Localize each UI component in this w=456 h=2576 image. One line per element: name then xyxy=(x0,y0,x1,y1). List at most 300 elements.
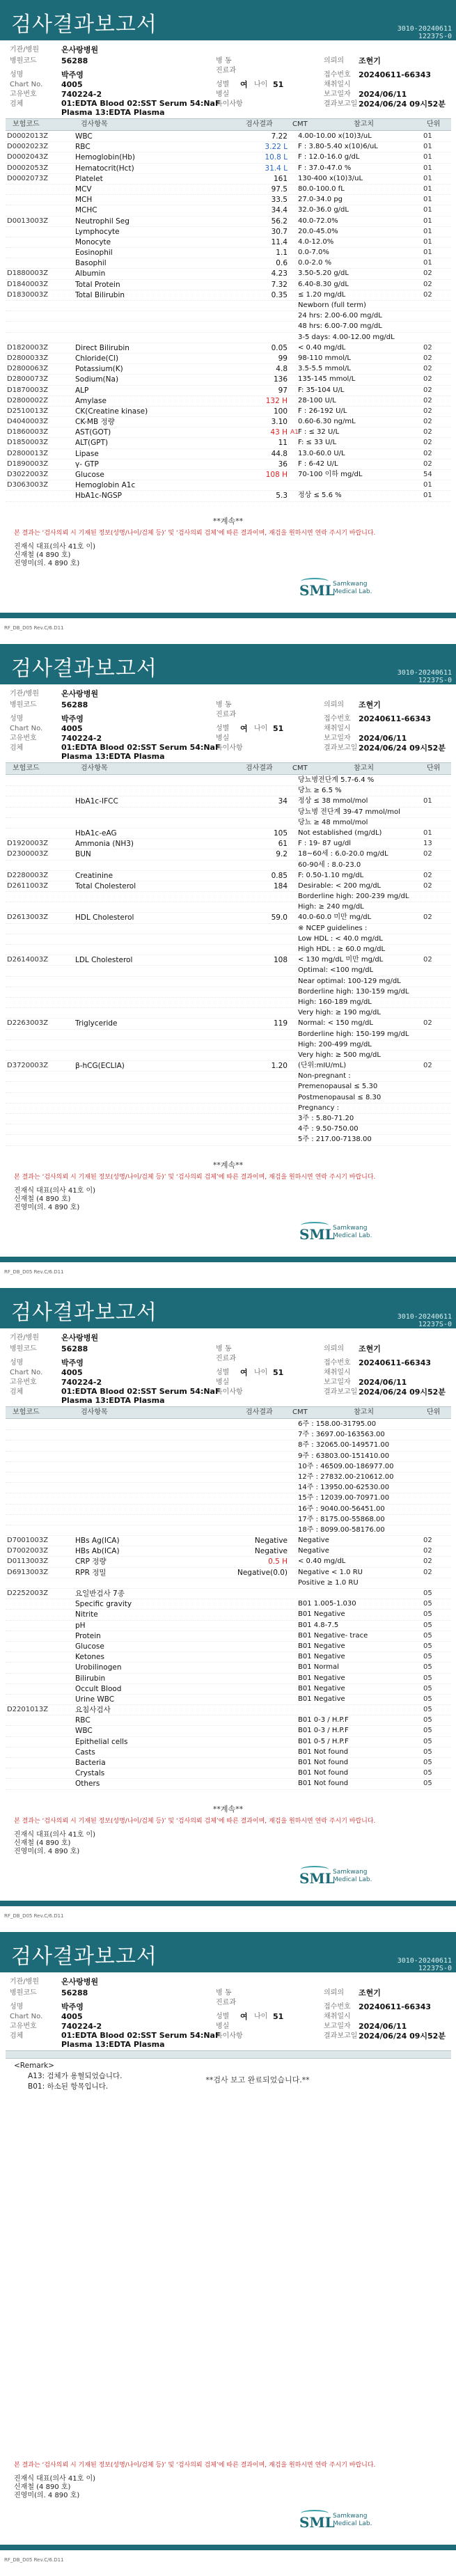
row-result: 161 xyxy=(273,174,288,183)
col-code: 보험코드 xyxy=(13,1408,40,1416)
dept-label: 진료과 xyxy=(216,1355,236,1362)
row-unit: 01 xyxy=(423,249,432,257)
row-reference: 당뇨병전단계 5.7-6.4 % xyxy=(298,776,375,784)
col-unit: 단위 xyxy=(427,1408,441,1416)
row-code: D0002073Z xyxy=(7,174,49,182)
row-reference: 48 hrs: 6.00-7.00 mg/dL xyxy=(298,322,382,331)
ward-label: 병 동 xyxy=(216,701,232,709)
room-label: 병실 xyxy=(216,735,230,742)
table-row xyxy=(6,164,451,174)
row-test-name: HBs Ag(ICA) xyxy=(75,1537,120,1546)
row-code: D2300003Z xyxy=(7,850,49,858)
report-page-3 xyxy=(0,1288,456,1932)
row-reference: B01 4.8-7.5 xyxy=(298,1621,339,1629)
hospital-code-label: 병원코드 xyxy=(10,1345,37,1353)
row-reference: B01 1.005-1.030 xyxy=(298,1600,356,1608)
row-unit: 02 xyxy=(423,1062,432,1070)
row-code: D1850003Z xyxy=(7,439,49,447)
row-reference: F: 0.50-1.10 mg/dL xyxy=(298,871,364,879)
row-code: D2613003Z xyxy=(7,913,49,922)
row-reference: 10주 : 46509.00-186977.00 xyxy=(298,1462,394,1470)
footer-note: 본 결과는 ‘검사의뢰 시 기재된 정보(성명/나이/검체 등)’ 및 ‘검사의뢰 검체’에 따른 결과이며, 재검을 원하시면 연락 주시기 바랍니다. xyxy=(14,530,376,537)
row-reference: 0.0-7.0% xyxy=(298,249,329,257)
table-row xyxy=(6,470,451,480)
row-test-name: 요일반검사 7종 xyxy=(75,1589,125,1598)
row-test-name: HbA1c-NGSP xyxy=(75,492,122,501)
col-flag: CMT xyxy=(292,764,308,772)
row-reference: F : 37.0-47.0 % xyxy=(298,164,352,172)
table-row xyxy=(6,1748,451,1758)
report-title: 검사결과보고서 xyxy=(11,1301,157,1325)
table-row xyxy=(6,1440,451,1451)
specimen-label: 검체 xyxy=(10,2032,24,2040)
row-unit: 02 xyxy=(423,449,432,457)
table-row xyxy=(6,1621,451,1631)
table-row xyxy=(6,227,451,237)
table-row xyxy=(6,1726,451,1736)
row-reference: B01 0-3 / H.P.F xyxy=(298,1716,349,1725)
table-row xyxy=(6,269,451,279)
row-reference: 18주 : 8099.00-58176.00 xyxy=(298,1525,385,1534)
row-reference: 6주 : 158.00-31795.00 xyxy=(298,1420,377,1428)
row-reference: Borderline high: 200-239 mg/dL xyxy=(298,893,409,901)
reported-date: 2024/06/24 09시52분 xyxy=(359,1388,446,1397)
row-unit: 02 xyxy=(423,375,432,384)
report-page-4 xyxy=(0,1932,456,2576)
page-bottom-bar xyxy=(0,1901,456,1906)
results-table xyxy=(6,1420,451,1790)
row-test-name: Sodium(Na) xyxy=(75,375,119,384)
row-reference: Newborn (full term) xyxy=(298,301,366,309)
row-unit: 01 xyxy=(423,206,432,214)
row-reference: F : 3.80-5.40 x(10)6/uL xyxy=(298,143,378,151)
row-unit: 02 xyxy=(423,365,432,373)
table-row xyxy=(6,808,451,818)
signer-1: 진재식 대표(의사 41호 이) xyxy=(14,1187,96,1195)
row-unit: 01 xyxy=(423,132,432,140)
table-row xyxy=(6,1008,451,1019)
row-unit: 02 xyxy=(423,1537,432,1545)
row-test-name: Albumin xyxy=(75,269,106,278)
row-reference: Negative xyxy=(298,1547,329,1555)
accession-no: 20240611-66343 xyxy=(359,2002,432,2011)
row-reference: High HDL : ≥ 60.0 mg/dL xyxy=(298,945,386,953)
row-reference: 12주 : 27832.00-210612.00 xyxy=(298,1472,394,1481)
col-reference: 참고치 xyxy=(354,1408,374,1416)
result-date-label: 결과보고일 xyxy=(324,744,358,752)
report-date-label: 보고일자 xyxy=(324,1379,351,1386)
age-label: 나이 xyxy=(254,725,268,732)
table-row xyxy=(6,1568,451,1578)
row-result: 100 xyxy=(273,407,288,416)
col-code: 보험코드 xyxy=(13,764,40,772)
row-unit: 02 xyxy=(423,354,432,362)
collected-date: 2024/06/11 xyxy=(359,2022,407,2031)
row-test-name: Triglyceride xyxy=(75,1019,118,1028)
row-code: D2252003Z xyxy=(7,1589,49,1597)
row-reference: 6.40-8.30 g/dL xyxy=(298,280,349,288)
row-code: D1880003Z xyxy=(7,269,49,278)
form-id: RF_DB_D05 Rev.C/6.D11 xyxy=(4,2557,64,2563)
row-code: D2611003Z xyxy=(7,881,49,890)
row-result: 11.4 xyxy=(271,237,288,246)
specimen: 01:EDTA Blood 02:SST Serum 54:NaF Plasma 13:EDTA Plasma xyxy=(61,743,221,761)
table-row xyxy=(6,1051,451,1061)
row-reference: Pregnancy : xyxy=(298,1104,340,1112)
table-row xyxy=(6,1599,451,1610)
table-row xyxy=(6,1663,451,1673)
row-unit: 01 xyxy=(423,174,432,182)
row-test-name: Crystals xyxy=(75,1769,105,1778)
document-id: 3010-20240611 12237S-0 xyxy=(397,1957,452,1972)
row-result: 56.2 xyxy=(271,217,288,226)
table-row xyxy=(6,861,451,871)
page-bottom-bar xyxy=(0,2545,456,2550)
sex-label: 성별 xyxy=(216,81,230,88)
row-reference: 15주 : 12039.00-70971.00 xyxy=(298,1494,390,1502)
hospital-label: 기관/병원 xyxy=(10,46,40,54)
table-row xyxy=(6,828,451,839)
table-row xyxy=(6,1483,451,1493)
row-test-name: Total Cholesterol xyxy=(75,881,136,890)
results-table xyxy=(6,776,451,1146)
table-row xyxy=(6,998,451,1008)
row-reference: 17주 : 8175.00-55868.00 xyxy=(298,1515,385,1523)
row-reference: B01 Negative xyxy=(298,1695,345,1703)
lab-logo xyxy=(299,2510,376,2538)
table-row xyxy=(6,1610,451,1620)
row-unit: 02 xyxy=(423,460,432,468)
row-reference: < 0.40 mg/dL xyxy=(298,343,346,352)
row-code: D0002053Z xyxy=(7,164,49,172)
signer-3: 진영미(의. 4 890 호) xyxy=(14,560,80,567)
row-unit: 02 xyxy=(423,428,432,437)
table-row xyxy=(6,1674,451,1684)
table-row xyxy=(6,1030,451,1040)
row-test-name: HDL Cholesterol xyxy=(75,913,134,922)
accession-no: 20240611-66343 xyxy=(359,70,432,79)
row-result: 3.22 L xyxy=(265,143,288,152)
row-reference: High: ≥ 240 mg/dL xyxy=(298,903,364,911)
row-test-name: Bilirubin xyxy=(75,1674,106,1683)
footer-note: 본 결과는 ‘검사의뢰 시 기재된 정보(성명/나이/검체 등)’ 및 ‘검사의뢰 검체’에 따른 결과이며, 재검을 원하시면 연락 주시기 바랍니다. xyxy=(14,1818,376,1825)
row-reference: 9주 : 63803.00-151410.00 xyxy=(298,1452,390,1460)
col-code: 보험코드 xyxy=(13,120,40,128)
col-name: 검사항목 xyxy=(81,1408,108,1416)
row-reference: F : 12.0-16.0 g/dL xyxy=(298,153,360,162)
row-test-name: RBC xyxy=(75,143,91,152)
report-title: 검사결과보고서 xyxy=(11,1945,157,1969)
row-result: 5.3 xyxy=(276,492,288,501)
chart-no-label: Chart No. xyxy=(10,81,43,88)
signer-2: 신재철 (4 890 호) xyxy=(14,1839,71,1847)
row-code: D0113003Z xyxy=(7,1557,49,1566)
report-header-bar xyxy=(0,644,456,684)
document-id: 3010-20240611 12237S-0 xyxy=(397,669,452,684)
row-reference: 27.0-34.0 pg xyxy=(298,196,343,204)
row-test-name: Potassium(K) xyxy=(75,365,123,374)
row-test-name: Amylase xyxy=(75,396,107,405)
row-test-name: Ketones xyxy=(75,1653,104,1662)
row-unit: 05 xyxy=(423,1780,432,1788)
row-reference: 정상 ≤ 38 mmol/mol xyxy=(298,797,368,806)
table-row xyxy=(6,1505,451,1515)
row-unit: 01 xyxy=(423,153,432,162)
report-header-bar xyxy=(0,1288,456,1328)
row-test-name: ALP xyxy=(75,386,89,395)
table-row xyxy=(6,1715,451,1726)
row-result: 33.5 xyxy=(271,196,288,205)
row-reference: 3.5-5.5 mmol/L xyxy=(298,365,351,373)
table-row xyxy=(6,174,451,184)
row-unit: 05 xyxy=(423,1631,432,1640)
row-reference: Borderline high: 130-159 mg/dL xyxy=(298,987,409,996)
row-reference: Normal: < 150 mg/dL xyxy=(298,1019,373,1028)
row-unit: 01 xyxy=(423,828,432,837)
row-test-name: Monocyte xyxy=(75,237,111,246)
row-reference: 7주 : 3697.00-163563.00 xyxy=(298,1431,385,1439)
receipt-no: 740224-2 xyxy=(61,1378,102,1387)
table-row xyxy=(6,1768,451,1779)
row-test-name: Hemoglobin(Hb) xyxy=(75,153,136,162)
table-row xyxy=(6,1557,451,1567)
row-reference: 60-90세 : 8.0-23.0 xyxy=(298,861,361,869)
row-reference: B01 Not found xyxy=(298,1780,349,1788)
report-header-bar xyxy=(0,0,456,40)
report-date-label: 보고일자 xyxy=(324,91,351,98)
table-row xyxy=(6,301,451,311)
row-test-name: γ- GTP xyxy=(75,460,99,469)
table-row xyxy=(6,354,451,364)
col-reference: 참고치 xyxy=(354,764,374,772)
results-table-header xyxy=(6,1406,451,1419)
row-unit: 02 xyxy=(423,1568,432,1576)
signer-1: 진재식 대표(의사 41호 이) xyxy=(14,2475,96,2483)
row-reference: Very high: ≥ 190 mg/dL xyxy=(298,1009,381,1017)
row-test-name: HbA1c-eAG xyxy=(75,828,117,838)
comment-label: 특이사항 xyxy=(216,100,243,108)
row-result: 108 xyxy=(273,956,288,965)
doctor-label: 의뢰의 xyxy=(324,1345,344,1353)
row-reference: 32.0-36.0 g/dL xyxy=(298,206,349,214)
row-result: 132 H xyxy=(265,396,288,405)
chart-no: 4005 xyxy=(61,724,83,733)
row-result: 7.22 xyxy=(271,132,288,141)
table-row xyxy=(6,386,451,396)
row-result: 4.8 xyxy=(276,365,288,374)
row-reference: 18~60세 : 6.0-20.0 mg/dL xyxy=(298,850,388,858)
collected-date: 2024/06/11 xyxy=(359,90,407,99)
row-reference: 24 hrs: 2.00-6.00 mg/dL xyxy=(298,312,382,320)
table-row xyxy=(6,977,451,987)
row-unit: 05 xyxy=(423,1716,432,1725)
row-unit: 05 xyxy=(423,1589,432,1597)
hospital-code: 56288 xyxy=(61,1344,88,1353)
row-code: D7002003Z xyxy=(7,1547,49,1555)
table-row xyxy=(6,839,451,849)
hospital-code: 56288 xyxy=(61,700,88,709)
table-row xyxy=(6,343,451,354)
results-table xyxy=(6,132,451,502)
row-test-name: ALT(GPT) xyxy=(75,439,109,448)
row-test-name: RBC xyxy=(75,1716,91,1725)
remark-divider xyxy=(6,2050,451,2059)
report-page-2 xyxy=(0,644,456,1288)
row-code: D3022003Z xyxy=(7,471,49,478)
table-row xyxy=(6,1515,451,1525)
table-row xyxy=(6,796,451,807)
table-row xyxy=(6,407,451,417)
table-row xyxy=(6,1071,451,1082)
row-unit: 02 xyxy=(423,1547,432,1555)
row-result: 97 xyxy=(278,386,288,395)
row-reference: ≤ 1.20 mg/dL xyxy=(298,290,346,299)
patient-name: 박주영 xyxy=(61,70,84,79)
row-reference: < 130 mg/dL 미만 mg/dL xyxy=(298,956,384,964)
row-test-name: CK-MB 정량 xyxy=(75,418,115,427)
footer-note: 본 결과는 ‘검사의뢰 시 기재된 정보(성명/나이/검체 등)’ 및 ‘검사의뢰 검체’에 따른 결과이며, 재검을 원하시면 연락 주시기 바랍니다. xyxy=(14,2462,376,2469)
row-reference: F: ≤ 33 U/L xyxy=(298,439,337,447)
table-row xyxy=(6,1536,451,1546)
col-result: 검사결과 xyxy=(246,764,273,772)
table-row xyxy=(6,248,451,258)
row-unit: 02 xyxy=(423,1019,432,1028)
col-flag: CMT xyxy=(292,1408,308,1416)
row-reference: 0.0-2.0 % xyxy=(298,259,332,267)
row-test-name: Platelet xyxy=(75,174,103,183)
receipt-no-label: 고유번호 xyxy=(10,91,37,98)
row-code: D0002013Z xyxy=(7,132,49,140)
row-unit: 02 xyxy=(423,881,432,890)
table-row xyxy=(6,934,451,945)
row-test-name: Nitrite xyxy=(75,1610,98,1619)
row-reference: < 0.40 mg/dL xyxy=(298,1557,346,1566)
row-reference: 20.0-45.0% xyxy=(298,227,338,235)
row-code: D2800063Z xyxy=(7,365,49,373)
row-result: 9.2 xyxy=(276,850,288,859)
page-bottom-bar xyxy=(0,1257,456,1262)
table-row xyxy=(6,205,451,216)
row-unit: 05 xyxy=(423,1706,432,1714)
remark-line-2: B01: 하소된 항목입니다. xyxy=(28,2082,109,2091)
row-result: 11 xyxy=(278,439,288,448)
hospital-code: 56288 xyxy=(61,1988,88,1997)
row-test-name: pH xyxy=(75,1621,86,1630)
row-result: 0.6 xyxy=(276,259,288,268)
table-row xyxy=(6,849,451,860)
row-test-name: Occult Blood xyxy=(75,1684,122,1693)
row-reference: 80.0-100.0 fL xyxy=(298,184,345,193)
table-row xyxy=(6,902,451,913)
result-date-label: 결과보고일 xyxy=(324,100,358,108)
row-code: D2800073Z xyxy=(7,375,49,384)
logo-main: SML xyxy=(299,1226,335,1243)
continue-mark: **계속** xyxy=(212,1161,244,1170)
hospital-label: 기관/병원 xyxy=(10,1978,40,1986)
table-row xyxy=(6,871,451,881)
row-result: 0.5 H xyxy=(268,1557,288,1566)
table-row xyxy=(6,818,451,828)
patient-name: 박주영 xyxy=(61,1358,84,1367)
row-code: D3063003Z xyxy=(7,481,49,489)
table-row xyxy=(6,1631,451,1642)
row-result: 0.35 xyxy=(271,290,288,299)
receipt-no: 740224-2 xyxy=(61,2022,102,2031)
row-test-name: CK(Creatine kinase) xyxy=(75,407,148,416)
doctor-name: 조현기 xyxy=(359,1988,381,1997)
row-unit: 01 xyxy=(423,217,432,225)
row-test-name: Neutrophil Seg xyxy=(75,217,129,226)
hospital-label: 기관/병원 xyxy=(10,1334,40,1342)
row-reference: Very high: ≥ 500 mg/dL xyxy=(298,1051,381,1059)
row-test-name: WBC xyxy=(75,132,93,141)
row-reference: Premenopausal ≤ 5.30 xyxy=(298,1083,378,1091)
room-label: 병실 xyxy=(216,2023,230,2030)
row-result: 4.23 xyxy=(271,269,288,278)
doctor-label: 의뢰의 xyxy=(324,701,344,709)
table-row xyxy=(6,449,451,460)
chart-no: 4005 xyxy=(61,2012,83,2021)
row-reference: 3주 : 5.80-71.20 xyxy=(298,1115,354,1122)
table-row xyxy=(6,1493,451,1504)
row-unit: 01 xyxy=(423,227,432,235)
document-id: 3010-20240611 12237S-0 xyxy=(397,25,452,40)
table-row xyxy=(6,132,451,142)
table-row xyxy=(6,1114,451,1124)
table-row xyxy=(6,1124,451,1135)
logo-sub: Samkwang Medical Lab. xyxy=(333,2513,372,2527)
row-reference: 4.0-12.0% xyxy=(298,237,334,246)
reported-date: 2024/06/24 09시52분 xyxy=(359,2032,446,2041)
ward-label: 병 동 xyxy=(216,1989,232,1997)
page-bottom-bar xyxy=(0,613,456,618)
table-row xyxy=(6,913,451,923)
row-unit: 01 xyxy=(423,164,432,172)
table-row xyxy=(6,1061,451,1071)
row-test-name: CRP 정량 xyxy=(75,1557,107,1566)
room-label: 병실 xyxy=(216,1379,230,1386)
row-unit: 01 xyxy=(423,259,432,267)
specimen: 01:EDTA Blood 02:SST Serum 54:NaF Plasma 13:EDTA Plasma xyxy=(61,99,221,117)
row-unit: 05 xyxy=(423,1759,432,1766)
lab-logo xyxy=(299,1222,376,1250)
row-code: D4040003Z xyxy=(7,418,49,426)
signer-1: 진재식 대표(의사 41호 이) xyxy=(14,543,96,551)
hospital-code-label: 병원코드 xyxy=(10,701,37,709)
row-unit: 02 xyxy=(423,407,432,415)
row-result: 44.8 xyxy=(271,449,288,458)
row-result: 7.32 xyxy=(271,280,288,289)
hospital-name: 온사랑병원 xyxy=(61,689,99,698)
row-reference: Optimal: <100 mg/dL xyxy=(298,966,374,975)
hospital-code-label: 병원코드 xyxy=(10,1989,37,1997)
row-code: D0002043Z xyxy=(7,153,49,162)
table-row xyxy=(6,1472,451,1483)
accession-label: 접수번호 xyxy=(324,71,351,79)
remark-line-1: A13: 검체가 용혈되었습니다. xyxy=(28,2072,123,2080)
row-test-name: Lipase xyxy=(75,449,99,458)
table-row xyxy=(6,955,451,966)
row-unit: 02 xyxy=(423,439,432,447)
row-reference: Near optimal: 100-129 mg/dL xyxy=(298,977,401,985)
row-unit: 01 xyxy=(423,184,432,193)
hospital-name: 온사랑병원 xyxy=(61,1977,99,1986)
table-row xyxy=(6,1652,451,1663)
row-result: Negative(0.0) xyxy=(237,1568,288,1577)
row-code: D1890003Z xyxy=(7,460,49,468)
ward-label: 병 동 xyxy=(216,57,232,65)
col-unit: 단위 xyxy=(427,120,441,128)
